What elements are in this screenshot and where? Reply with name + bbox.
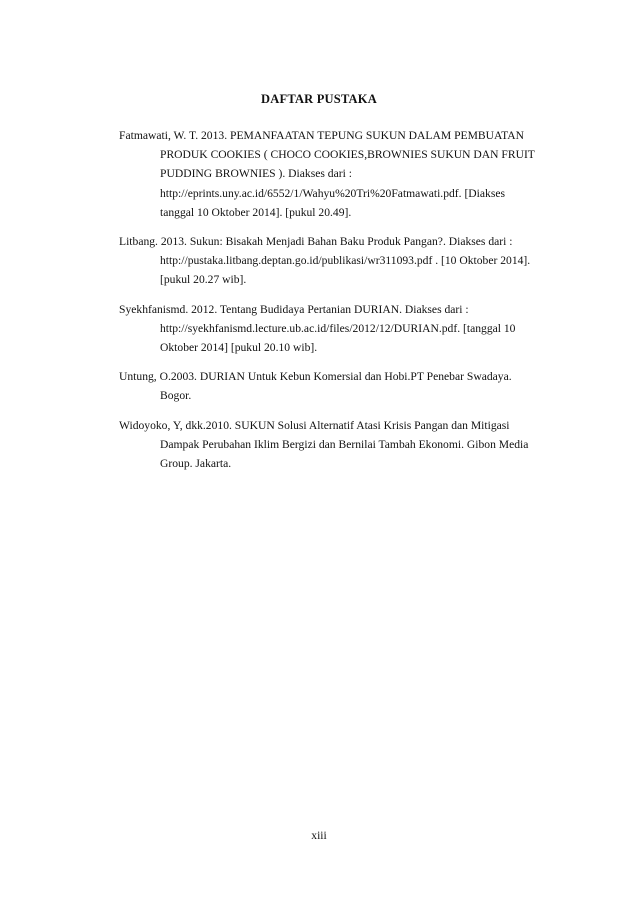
reference-line: Fatmawati, W. T. 2013. PEMANFAATAN TEPUNG SUKUN DALAM PEMBUATAN bbox=[119, 129, 525, 142]
reference-entry-syekhfanismd bbox=[119, 300, 539, 358]
reference-entry-widoyoko bbox=[119, 416, 539, 474]
page-number: xiii bbox=[311, 829, 327, 842]
reference-url: http://syekhfanismd.lecture.ub.ac.id/files/2012/12/DURIAN.pdf. [tanggal 10 bbox=[160, 321, 516, 335]
reference-url: http://pustaka.litbang.deptan.go.id/publikasi/wr311093.pdf . [10 Oktober 2014]. bbox=[160, 254, 531, 268]
reference-line: Untung, O.2003. DURIAN Untuk Kebun Komersial dan Hobi.PT Penebar Swadaya. bbox=[119, 370, 512, 384]
reference-entry-fatmawati bbox=[119, 126, 539, 222]
reference-line: Oktober 2014] [pukul 20.10 wib]. bbox=[160, 341, 318, 355]
reference-line: Litbang. 2013. Sukun: Bisakah Menjadi Bahan Baku Produk Pangan?. Diakses dari : bbox=[119, 235, 513, 249]
page-title: DAFTAR PUSTAKA bbox=[261, 92, 377, 106]
reference-line: PRODUK COOKIES ( CHOCO COOKIES,BROWNIES SUKUN DAN FRUIT bbox=[160, 148, 535, 162]
reference-entry-litbang bbox=[119, 232, 539, 290]
reference-line: tanggal 10 Oktober 2014]. [pukul 20.49]. bbox=[160, 205, 352, 219]
reference-list bbox=[119, 126, 539, 483]
reference-line: Dampak Perubahan Iklim Bergizi dan Bernilai Tambah Ekonomi. Gibon Media bbox=[160, 437, 529, 451]
reference-line: Bogor. bbox=[160, 389, 192, 403]
reference-line: Widoyoko, Y, dkk.2010. SUKUN Solusi Alternatif Atasi Krisis Pangan dan Mitigasi bbox=[119, 418, 510, 432]
reference-line: Group. Jakarta. bbox=[160, 457, 232, 471]
reference-line: [pukul 20.27 wib]. bbox=[160, 273, 247, 287]
reference-url: http://eprints.uny.ac.id/6552/1/Wahyu%20Tri%20Fatmawati.pdf. [Diakses bbox=[160, 186, 506, 200]
reference-line: Syekhfanismd. 2012. Tentang Budidaya Pertanian DURIAN. Diakses dari : bbox=[119, 302, 469, 316]
reference-entry-untung bbox=[119, 367, 539, 405]
reference-line: PUDDING BROWNIES ). Diakses dari : bbox=[160, 167, 352, 181]
